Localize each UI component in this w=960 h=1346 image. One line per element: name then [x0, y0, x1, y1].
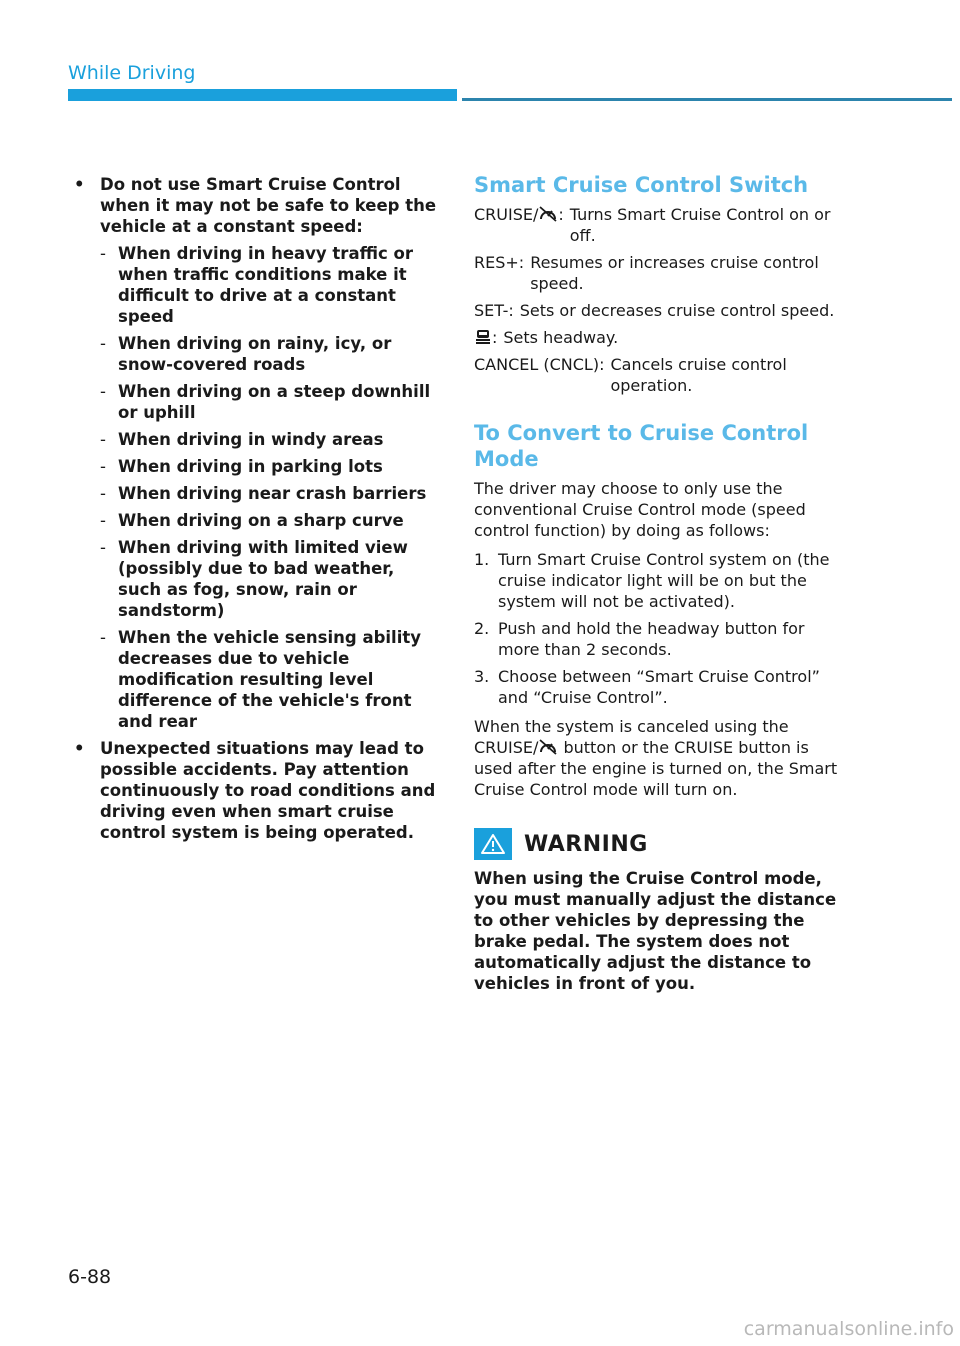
bullet-text: Unexpected situations may lead to possible accidents. Pay attention continuously to road conditions and driving even when smart cruise control system is being operated.: [100, 739, 436, 842]
headway-car-icon: [474, 328, 492, 346]
sub-item-text: When driving with limited view (possibly due to bad weather, such as fog, snow, rain or sandstorm): [118, 538, 408, 620]
heading-switch: Smart Cruise Control Switch: [474, 173, 809, 197]
def-res: [474, 252, 844, 294]
right-column: [474, 172, 844, 1000]
warning-badge: [474, 828, 512, 860]
sub-item-text: When driving near crash barriers: [118, 484, 427, 503]
bullet-item: [72, 738, 437, 843]
bullet-text: Do not use Smart Cruise Control when it may not be safe to keep the vehicle at a constant speed:: [100, 175, 437, 236]
sub-item-text: When driving on a sharp curve: [118, 511, 404, 530]
watermark: carmanualsonline.info: [743, 1318, 954, 1340]
section-title: While Driving: [68, 62, 196, 84]
def-desc: Sets or decreases cruise control speed.: [519, 301, 835, 320]
sub-item: - When driving near crash barriers: [100, 484, 427, 503]
def-set: [474, 300, 844, 321]
sub-item-text: When driving on rainy, icy, or snow-covered roads: [118, 334, 392, 374]
left-column: [72, 174, 437, 849]
def-term: SET-:: [474, 301, 514, 320]
def-term: CRUISE/: [474, 205, 539, 224]
cruise-speedometer-icon: [538, 205, 558, 223]
step-item: 1. Turn Smart Cruise Control system on (the cruise indicator light will be on but the system will not be activated).: [474, 550, 830, 611]
def-desc: Sets headway.: [503, 328, 619, 347]
sub-item: - When driving on a steep downhill or uphill: [100, 382, 431, 422]
sub-item: - When driving in parking lots: [100, 457, 383, 476]
def-cruise: CRUISE/ : Turns Smart Cruise Control on or off.: [474, 204, 844, 246]
def-desc: Resumes or increases cruise control speed.: [530, 253, 819, 293]
bullet-dot: •: [74, 175, 85, 194]
sub-item: - When the vehicle sensing ability decreases due to vehicle modification resulting level difference of the vehicle's front and rear: [100, 628, 422, 731]
note-paragraph: When the system is canceled using the CRUISE/ button or the CRUISE button is used after the engine is turned on, the Smart Cruise Control mode will turn on.: [474, 717, 838, 799]
sub-item-text: When the vehicle sensing ability decreases due to vehicle modification resulting level difference of the vehicle's front and rear: [118, 628, 422, 731]
heading-convert: To Convert to Cruise Control Mode: [474, 421, 809, 471]
step-text: Push and hold the headway button for more than 2 seconds.: [498, 619, 805, 659]
header-bar-rule: [462, 98, 952, 101]
intro-paragraph: The driver may choose to only use the conventional Cruise Control mode (speed control function) by doing as follows:: [474, 479, 806, 540]
warning-text: When using the Cruise Control mode, you must manually adjust the distance to other vehicles by depressing the brake pedal. The system does not automatically adjust the distance to vehicles in front of you.: [474, 869, 837, 993]
header-bar-accent: [68, 89, 457, 101]
step-text: Turn Smart Cruise Control system on (the cruise indicator light will be on but the system will not be activated).: [498, 550, 830, 611]
warning-triangle-icon: [480, 833, 506, 855]
step-item: 3. Choose between “Smart Cruise Control” and “Cruise Control”.: [474, 667, 820, 707]
def-desc: Turns Smart Cruise Control on or off.: [569, 205, 831, 245]
sub-item: - When driving in heavy traffic or when traffic conditions make it difficult to drive at a constant speed: [100, 244, 413, 326]
cruise-speedometer-icon: [538, 738, 558, 756]
sub-item-text: When driving in windy areas: [118, 430, 384, 449]
bullet-dot: •: [74, 739, 85, 758]
sub-item: - When driving on rainy, icy, or snow-covered roads: [100, 334, 392, 374]
sub-item-text: When driving on a steep downhill or uphill: [118, 382, 431, 422]
page-number: 6-88: [68, 1266, 112, 1288]
def-term: CANCEL (CNCL):: [474, 355, 605, 374]
def-desc: Cancels cruise control operation.: [610, 355, 787, 395]
steps-list: [474, 549, 844, 708]
bullet-item: [72, 174, 437, 237]
def-headway: : Sets headway.: [474, 327, 844, 348]
sub-item-text: When driving in heavy traffic or when traffic conditions make it difficult to drive at a constant speed: [118, 244, 413, 326]
def-cancel: [474, 354, 844, 396]
sub-item: - When driving in windy areas: [100, 430, 384, 449]
sub-item: - When driving with limited view (possibly due to bad weather, such as fog, snow, rain or sandstorm): [100, 538, 408, 620]
step-text: Choose between “Smart Cruise Control” and “Cruise Control”.: [498, 667, 820, 707]
sub-item-text: When driving in parking lots: [118, 457, 383, 476]
step-item: 2. Push and hold the headway button for more than 2 seconds.: [474, 619, 805, 659]
def-term: RES+:: [474, 253, 525, 272]
warning-header: [474, 828, 844, 860]
sub-item: - When driving on a sharp curve: [100, 511, 404, 530]
warning-title: WARNING: [524, 831, 648, 857]
